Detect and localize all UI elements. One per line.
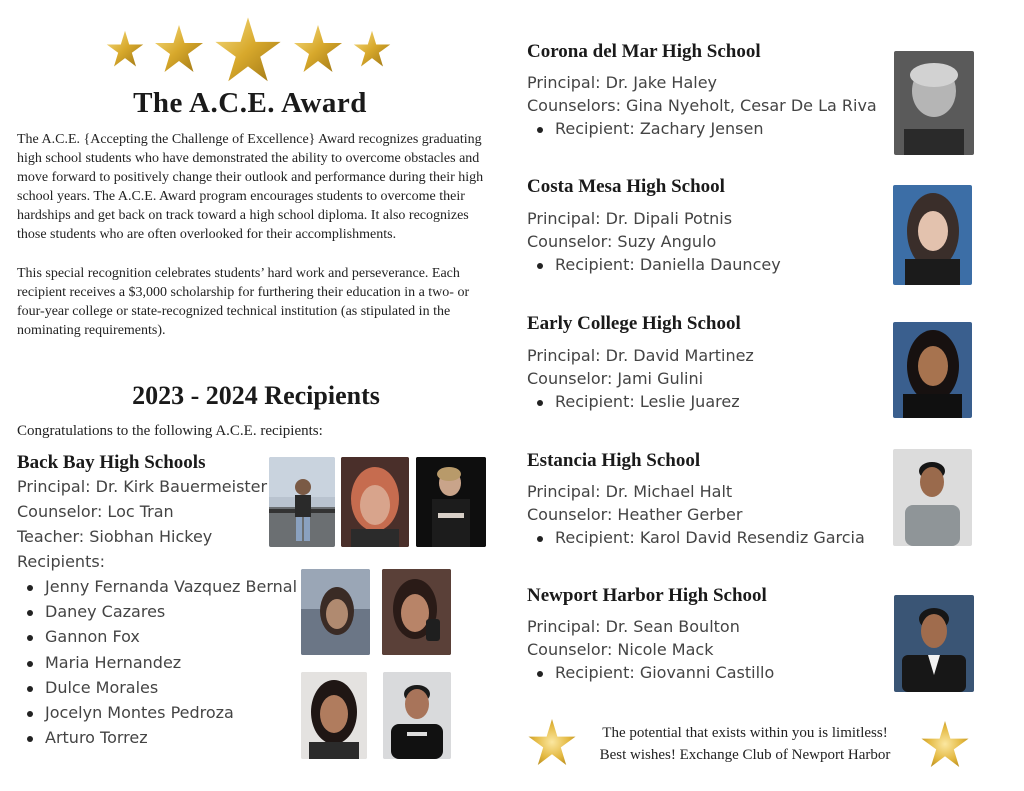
list-item: Recipient: Leslie Juarez [555, 389, 754, 414]
list-item: Arturo Torrez [45, 725, 297, 750]
gold-star-icon [920, 720, 970, 769]
student-photo [894, 51, 974, 155]
student-photo [383, 672, 451, 759]
student-photo [416, 457, 486, 547]
gold-star-icon [292, 24, 344, 74]
school-section-estancia [527, 450, 865, 550]
school-section-newport-harbor [527, 585, 774, 685]
school-title: Back Bay High Schools [17, 452, 206, 473]
closing-line: Best wishes! Exchange Club of Newport Harbor [599, 747, 891, 763]
school-section-early-college [527, 313, 754, 414]
list-item: Jocelyn Montes Pedroza [45, 700, 297, 725]
recipient-list [17, 574, 297, 750]
student-photo [301, 569, 370, 655]
student-photo [894, 595, 974, 692]
school-title: Estancia High School [527, 450, 701, 471]
teacher: Teacher: Siobhan Hickey [17, 527, 213, 546]
student-photo [269, 457, 335, 547]
list-item: Recipient: Karol David Resendiz Garcia [555, 525, 865, 550]
list-item: Dulce Morales [45, 675, 297, 700]
award-title: The A.C.E. Award [133, 87, 367, 119]
principal: Principal: Dr. Michael Halt [527, 482, 733, 501]
school-title: Corona del Mar High School [527, 41, 761, 62]
principal: Principal: Dr. Jake Haley [527, 73, 717, 92]
list-item: Jenny Fernanda Vazquez Bernal [45, 574, 297, 599]
recipients-heading: 2023 - 2024 Recipients [132, 381, 380, 410]
principal: Principal: Dr. Kirk Bauermeister [17, 477, 268, 496]
counselor: Counselors: Gina Nyeholt, Cesar De La Riva [527, 96, 877, 115]
closing-line: The potential that exists within you is limitless! [602, 725, 888, 741]
student-photo [893, 185, 972, 285]
student-photo [301, 672, 367, 759]
student-photo [341, 457, 409, 547]
closing-message [570, 722, 920, 766]
back-bay-section [17, 452, 297, 750]
gold-star-icon [153, 24, 205, 74]
school-title: Costa Mesa High School [527, 176, 725, 197]
school-title: Early College High School [527, 313, 741, 334]
gold-star-icon [105, 30, 145, 68]
principal: Principal: Dr. Sean Boulton [527, 617, 740, 636]
principal: Principal: Dr. Dipali Potnis [527, 209, 733, 228]
school-section-costa-mesa [527, 176, 781, 277]
intro-paragraph: The A.C.E. {Accepting the Challenge of Excellence} Award recognizes graduating high school students who have demonstrated the ability to overcome obstacles and move forward to positively change their outlook and performance during their high school years. The A.C.E. Award program encourages students to overcome their hardships and get back on track toward a high school diploma. It also recognizes those students who are often overlooked for their accomplishments. [17, 132, 484, 243]
recipients-label: Recipients: [17, 552, 106, 571]
student-photo [382, 569, 451, 655]
school-section-corona-del-mar [527, 41, 877, 141]
school-title: Newport Harbor High School [527, 585, 767, 606]
student-photo [893, 322, 972, 418]
principal: Principal: Dr. David Martinez [527, 346, 754, 365]
congrats-text: Congratulations to the following A.C.E. recipients: [17, 423, 323, 439]
list-item: Recipient: Giovanni Castillo [555, 660, 774, 685]
list-item: Recipient: Daniella Dauncey [555, 252, 781, 277]
award-description [17, 130, 495, 340]
counselor: Counselor: Suzy Angulo [527, 232, 717, 251]
list-item: Gannon Fox [45, 624, 297, 649]
gold-star-icon [352, 30, 392, 68]
intro-paragraph: This special recognition celebrates students’ hard work and perseverance. Each recipient receives a $3,000 scholarship for furthering their education in a two- or four-year college or state-recognized technical institution (as stipulated in the nominating requirements). [17, 265, 470, 338]
counselor: Counselor: Nicole Mack [527, 640, 714, 659]
gold-star-icon [212, 16, 284, 84]
list-item: Maria Hernandez [45, 650, 297, 675]
counselor: Counselor: Jami Gulini [527, 369, 704, 388]
counselor: Counselor: Heather Gerber [527, 505, 743, 524]
list-item: Daney Cazares [45, 599, 297, 624]
counselor: Counselor: Loc Tran [17, 502, 174, 521]
student-photo [893, 449, 972, 546]
list-item: Recipient: Zachary Jensen [555, 116, 877, 141]
